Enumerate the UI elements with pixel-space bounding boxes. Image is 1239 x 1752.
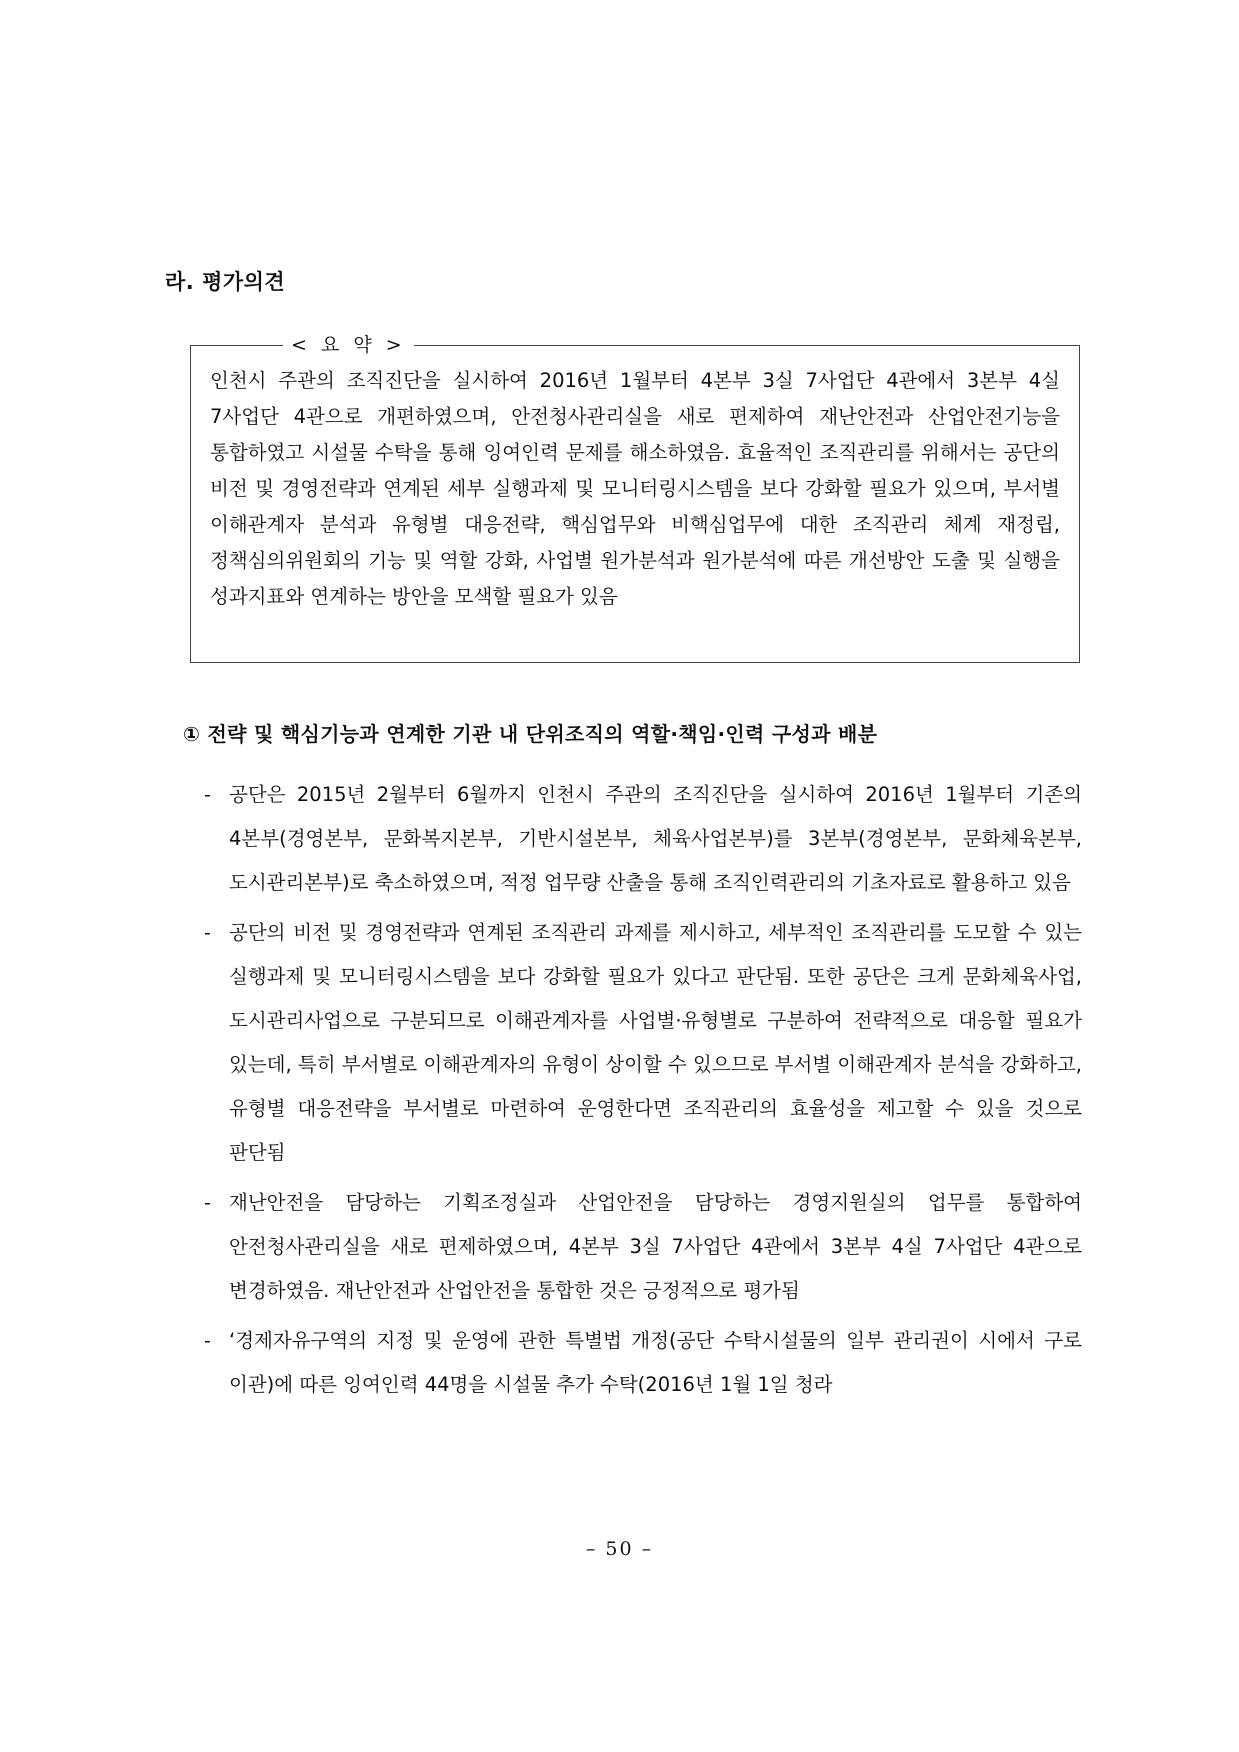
bullet-item	[204, 773, 1082, 905]
bullet-text: ‘경제자유구역의 지정 및 운영에 관한 특별법 개정(공단 수탁시설물의 일부 관리권이 시에서 구로 이관)에 따른 잉여인력 44명을 시설물 추가 수탁(2016년 1월 1일 청라	[229, 1329, 1082, 1396]
bullet-dash: -	[204, 922, 211, 944]
summary-box	[190, 334, 1080, 663]
section-heading: 라. 평가의견	[165, 270, 286, 294]
bullet-text: 재난안전을 담당하는 기획조정실과 산업안전을 담당하는 경영지원실의 업무를 통합하여 안전청사관리실을 새로 편제하였으며, 4본부 3실 7사업단 4관에서 3본부 4실 7사업단 4관으로 변경하였음. 재난안전과 산업안전을 통합한 것은 긍정적으로 평가됨	[229, 1191, 1082, 1302]
summary-title: < 요 약 >	[283, 332, 414, 358]
bullet-text: 공단의 비전 및 경영전략과 연계된 조직관리 과제를 제시하고, 세부적인 조직관리를 도모할 수 있는 실행과제 및 모니터링시스템을 보다 강화할 필요가 있다고 판단됨. 또한 공단은 크게 문화체육사업, 도시관리사업으로 구분되므로 이해관계자를 사업별·유형별로 구분하여 전략적으로 대응할 필요가 있는데, 특히 부서별로 이해관계자의 유형이 상이할 수 있으므로 부서별 이해관계자 분석을 강화하고, 유형별 대응전략을 부서별로 마련하여 운영한다면 조직관리의 효율성을 제고할 수 있을 것으로 판단됨	[229, 921, 1082, 1164]
bullet-text: 공단은 2015년 2월부터 6월까지 인천시 주관의 조직진단을 실시하여 2016년 1월부터 기존의 4본부(경영본부, 문화복지본부, 기반시설본부, 체육사업본부)를 3본부(경영본부, 문화체육본부, 도시관리본부)로 축소하였으며, 적정 업무량 산출을 통해 조직인력관리의 기초자료로 활용하고 있음	[229, 783, 1082, 894]
summary-text: 인천시 주관의 조직진단을 실시하여 2016년 1월부터 4본부 3실 7사업단 4관에서 3본부 4실 7사업단 4관으로 개편하였으며, 안전청사관리실을 새로 편제하여 재난안전과 산업안전기능을 통합하였고 시설물 수탁을 통해 잉여인력 문제를 해소하였음. 효율적인 조직관리를 위해서는 공단의 비전 및 경영전략과 연계된 세부 실행과제 및 모니터링시스템을 보다 강화할 필요가 있으며, 부서별 이해관계자 분석과 유형별 대응전략, 핵심업무와 비핵심업무에 대한 조직관리 체계 재정립, 정책심의위원회의 기능 및 역할 강화, 사업별 원가분석과 원가분석에 따른 개선방안 도출 및 실행을 성과지표와 연계하는 방안을 모색할 필요가 있음	[210, 369, 1060, 608]
bullet-dash: -	[204, 1192, 211, 1214]
page-number: – 50 –	[585, 1538, 654, 1560]
bullet-dash: -	[204, 1330, 211, 1352]
bullet-dash: -	[204, 784, 211, 806]
bullet-item	[204, 911, 1082, 1175]
bullet-list	[204, 773, 1082, 1413]
bullet-item	[204, 1319, 1082, 1407]
bullet-item	[204, 1181, 1082, 1313]
subsection-heading: ① 전략 및 핵심기능과 연계한 기관 내 단위조직의 역할·책임·인력 구성과 배분	[183, 722, 878, 746]
